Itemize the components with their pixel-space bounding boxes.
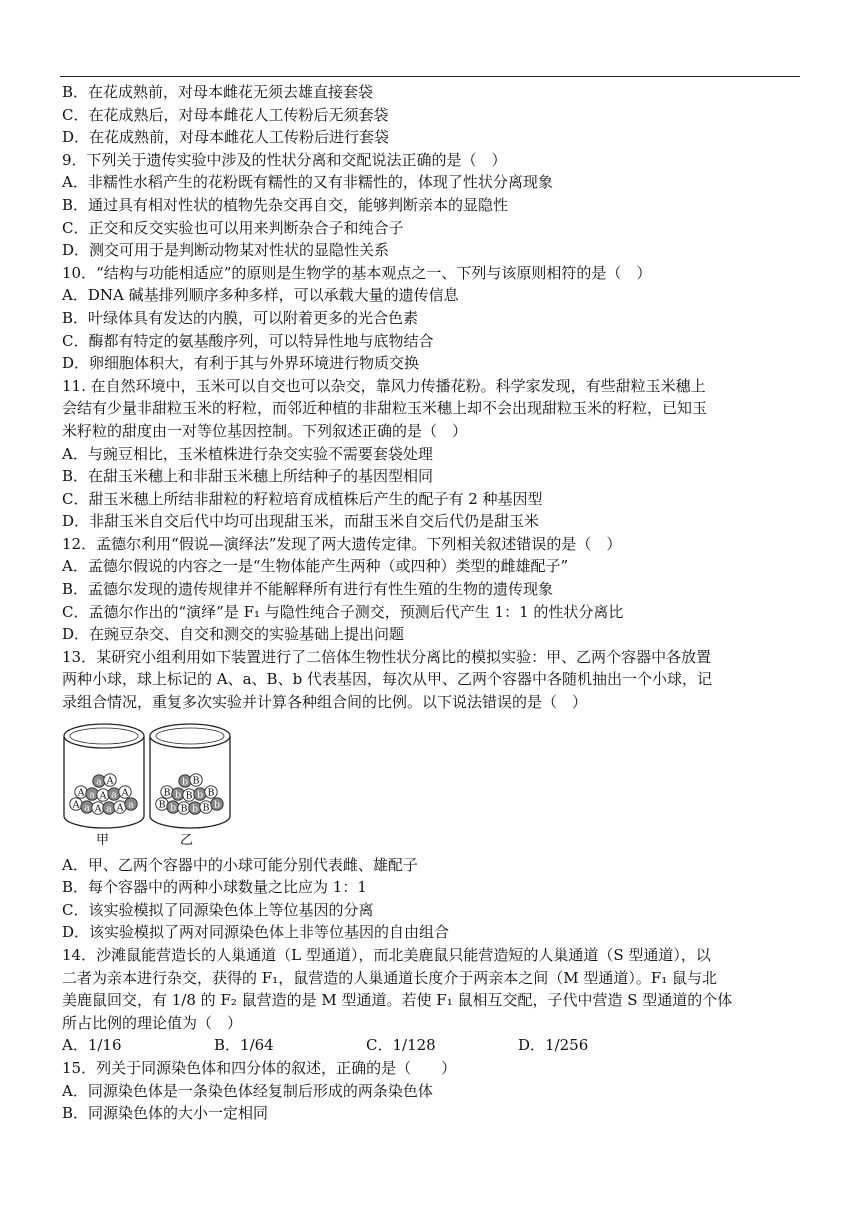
question-12-option-b: B．孟德尔发现的遗传规律并不能解释所有进行有性生殖的生物的遗传现象 xyxy=(62,580,554,599)
gene-ball-label: B xyxy=(163,787,171,799)
gene-ball-label: a xyxy=(111,789,117,801)
question-13-stem-line: 两种小球，球上标记的 A、a、B、b 代表基因，每次从甲、乙两个容器中各随机抽出一个小球，记 xyxy=(62,670,712,689)
gene-ball-label: A xyxy=(106,775,114,787)
gene-ball-label: b xyxy=(213,799,221,811)
question-11-stem-line: 会结有少量非甜粒玉米的籽粒，而邻近种植的非甜粒玉米穗上却不会出现甜粒玉米的籽粒，已知玉 xyxy=(62,399,708,418)
container-label-yi: 乙 xyxy=(180,832,194,848)
question-13-option-d: D．该实验模拟了两对同源染色体上非等位基因的自由组合 xyxy=(62,923,450,942)
question-12-option-c: C．孟德尔作出的“演绎”是 F₁ 与隐性纯合子测交，预测后代产生 1：1 的性状分离比 xyxy=(62,602,624,621)
gene-ball-label: A xyxy=(121,787,129,799)
question-15-option-b: B．同源染色体的大小一定相同 xyxy=(62,1104,269,1123)
container-label-jia: 甲 xyxy=(96,832,110,848)
gene-ball-label: a xyxy=(128,799,134,811)
gene-ball-label: B xyxy=(202,802,210,814)
question-14-stem-line: 美鹿鼠回交，有 1/8 的 F₂ 鼠营造的是 M 型通道。若使 F₁ 鼠相互交配，子代中营造 S 型通道的个体 xyxy=(62,991,733,1010)
gene-ball-label: b xyxy=(174,789,182,801)
question-12-stem: 12．孟德尔利用“假说—演绎法”发现了两大遗传定律。下列相关叙述错误的是（ ） xyxy=(62,534,622,553)
gene-ball-label: a xyxy=(106,803,112,815)
question-9-option-c: C．正交和反交实验也可以用来判断杂合子和纯合子 xyxy=(62,218,404,237)
gene-ball-label: B xyxy=(207,787,215,799)
gene-ball-label: B xyxy=(192,775,200,787)
question-9-option-d: D．测交可用于是判断动物某对性状的显隐性关系 xyxy=(62,241,390,260)
question-10-option-b: B．叶绿体具有发达的内膜，可以附着更多的光合色素 xyxy=(62,308,419,327)
gene-ball-label: B xyxy=(158,799,166,811)
question-13-stem-line: 13．某研究小组利用如下装置进行了二倍体生物性状分离比的模拟实验：甲、乙两个容器中各放置 xyxy=(62,647,712,666)
question-11-option-d: D．非甜玉米自交后代中均可出现甜玉米，而甜玉米自交后代仍是甜玉米 xyxy=(62,512,540,531)
question-13-option-a: A．甲、乙两个容器中的小球可能分别代表雌、雄配子 xyxy=(62,855,418,874)
question-10-option-d: D．卵细胞体积大，有利于其与外界环境进行物质交换 xyxy=(62,354,420,373)
question-12-option-a: A．孟德尔假说的内容之一是“生物体能产生两种（或四种）类型的雌雄配子” xyxy=(62,557,569,576)
question-13-option-b: B．每个容器中的两种小球数量之比应为 1：1 xyxy=(62,878,367,897)
container-yi xyxy=(150,724,230,828)
option-line: C．在花成熟后，对母本雌花人工传粉后无须套袋 xyxy=(62,105,389,124)
containers-diagram xyxy=(62,720,282,850)
gene-ball-label: b xyxy=(169,802,177,814)
question-14-option-b: B．1/64 xyxy=(214,1036,274,1055)
question-11-option-a: A．与豌豆相比，玉米植株进行杂交实验不需要套袋处理 xyxy=(62,444,433,463)
question-13-stem-line: 录组合情况，重复多次实验并计算各种组合间的比例。以下说法错误的是（ ） xyxy=(62,693,588,712)
question-14-option-c: C．1/128 xyxy=(366,1036,436,1055)
gene-ball-label: B xyxy=(180,803,188,815)
question-11-option-c: C．甜玉米穗上所结非甜粒的籽粒培育成植株后产生的配子有 2 种基因型 xyxy=(62,489,543,508)
gene-ball-label: A xyxy=(99,790,107,802)
question-14-stem-line: 所占比例的理论值为（ ） xyxy=(62,1013,243,1032)
ball-container-figure xyxy=(62,720,800,850)
question-12-option-d: D．在豌豆杂交、自交和测交的实验基础上提出问题 xyxy=(62,625,405,644)
gene-ball-label: a xyxy=(96,776,102,788)
question-11-stem-line: 米籽粒的甜度由一对等位基因控制。下列叙述正确的是（ ） xyxy=(62,421,468,440)
gene-ball-label: A xyxy=(94,803,102,815)
gene-ball-label: A xyxy=(72,799,80,811)
question-11-option-b: B．在甜玉米穗上和非甜玉米穗上所结种子的基因型相同 xyxy=(62,467,434,486)
gene-ball-label: b xyxy=(191,803,199,815)
gene-ball-label: b xyxy=(196,789,204,801)
exam-page xyxy=(62,81,800,1125)
gene-ball-label: a xyxy=(84,802,90,814)
question-10-option-a: A．DNA 碱基排列顺序多种多样，可以承载大量的遗传信息 xyxy=(62,286,459,305)
container-jia xyxy=(64,724,144,828)
gene-ball-label: A xyxy=(77,787,85,799)
question-9-option-a: A．非糯性水稻产生的花粉既有糯性的又有非糯性的，体现了性状分离现象 xyxy=(62,173,553,192)
question-14-option-a: A．1/16 xyxy=(62,1036,122,1055)
gene-ball-label: A xyxy=(116,802,124,814)
question-14-stem-line: 14．沙滩鼠能营造长的人巢通道（L 型通道），而北美鹿鼠只能营造短的人巢通道（S 型通道），以 xyxy=(62,946,711,964)
gene-ball-label: a xyxy=(89,789,95,801)
question-14-option-d: D．1/256 xyxy=(518,1036,589,1055)
question-15-option-a: A．同源染色体是一条染色体经复制后形成的两条染色体 xyxy=(62,1081,433,1100)
question-10-stem: 10．“结构与功能相适应”的原则是生物学的基本观点之一、下列与该原则相符的是（ ） xyxy=(62,263,652,282)
question-14-options xyxy=(62,1034,800,1057)
question-10-option-c: C．酶都有特定的氨基酸序列，可以特异性地与底物结合 xyxy=(62,331,434,350)
question-11-stem-line: 11. 在自然环境中，玉米可以自交也可以杂交，靠风力传播花粉。科学家发现，有些甜粒玉米穗上 xyxy=(62,376,706,395)
question-14-stem-line: 二者为亲本进行杂交，获得的 F₁，鼠营造的人巢通道长度介于两亲本之间（M 型通道）。F₁ 鼠与北 xyxy=(62,968,718,987)
option-line: B．在花成熟前，对母本雌花无须去雄直接套袋 xyxy=(62,83,374,101)
question-9-stem: 9．下列关于遗传实验中涉及的性状分离和交配说法正确的是（ ） xyxy=(62,150,507,169)
question-9-option-b: B．通过具有相对性状的植物先杂交再自交，能够判断亲本的显隐性 xyxy=(62,195,509,214)
question-13-option-c: C．该实验模拟了同源染色体上等位基因的分离 xyxy=(62,900,374,919)
header-rule xyxy=(60,76,800,77)
gene-ball-label: B xyxy=(185,790,193,802)
question-15-stem: 15．列关于同源染色体和四分体的叙述，正确的是（ ） xyxy=(62,1058,457,1077)
gene-ball-label: b xyxy=(181,776,189,788)
option-line: D．在花成熟前，对母本雌花人工传粉后进行套袋 xyxy=(62,128,390,147)
